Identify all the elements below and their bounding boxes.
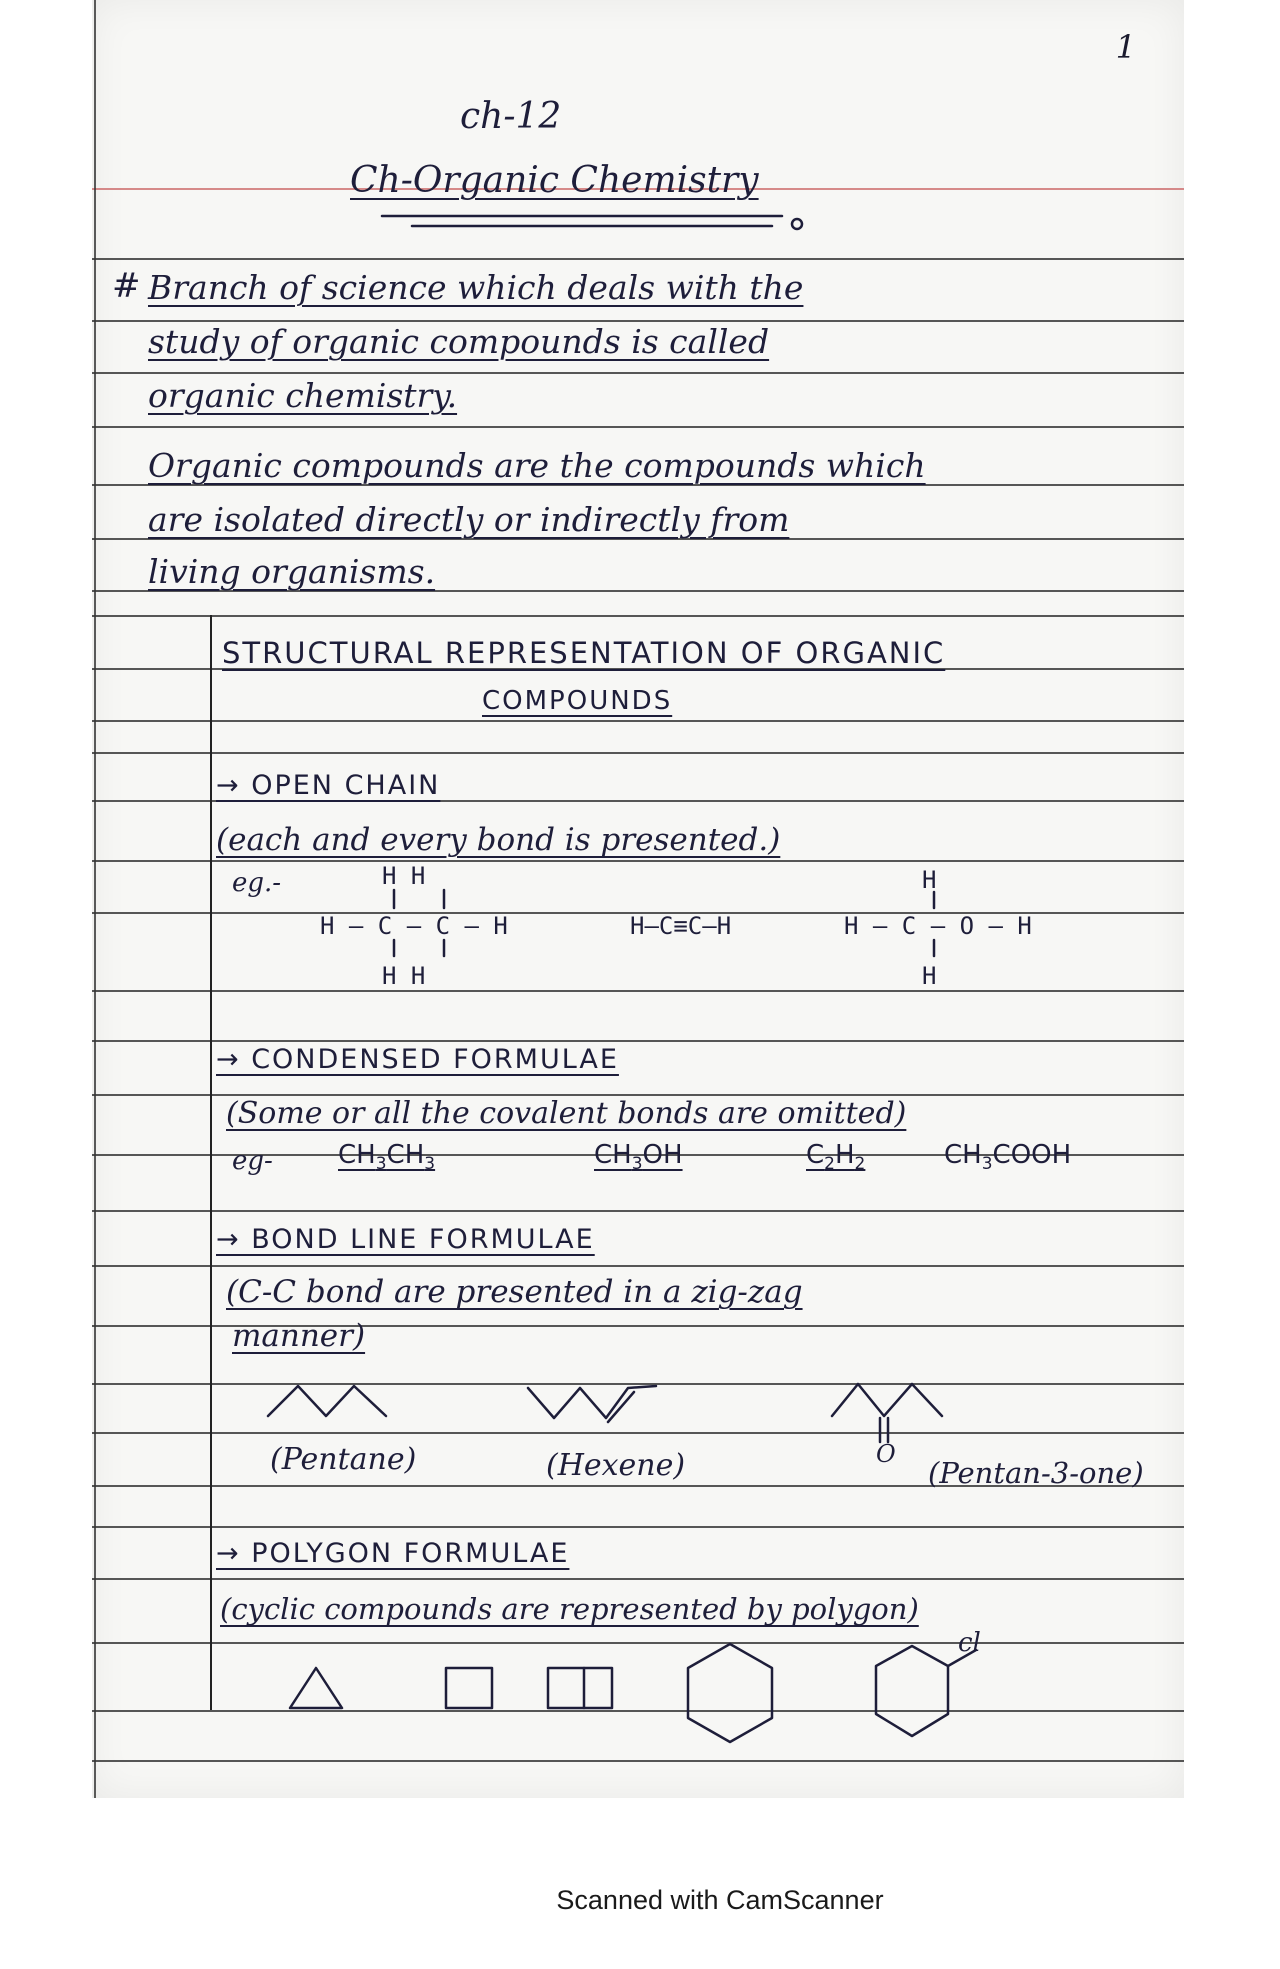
ethane-top-h: H H	[382, 862, 426, 890]
methanol-top-h: H	[922, 866, 937, 894]
section-heading-line-1: STRUCTURAL REPRESENTATION OF ORGANIC	[222, 636, 946, 670]
pentane-label: (Pentane)	[270, 1442, 417, 1477]
square-cyclobutane	[442, 1664, 502, 1712]
ethane-bottom-h: H H	[382, 962, 426, 990]
open-chain-heading: → OPEN CHAIN	[216, 770, 441, 801]
open-chain-eg: eg.-	[232, 868, 282, 898]
definition-marker: #	[112, 266, 141, 306]
pentanone-label: (Pentan-3-one)	[928, 1456, 1144, 1490]
definition-line-2: study of organic compounds is called	[148, 322, 770, 361]
polygon-note: (cyclic compounds are represented by polygon)	[220, 1592, 919, 1626]
margin-line	[94, 0, 96, 1798]
methanol-structure: H — C — O — H	[844, 912, 1032, 940]
section-heading-line-2: COMPOUNDS	[482, 686, 673, 716]
pentanone-oxygen: O	[876, 1440, 896, 1468]
rectangle-cyclopentane	[544, 1664, 624, 1712]
section-bracket	[210, 615, 212, 1710]
formula-acetic-acid: $CH_3COOH$	[944, 1140, 1072, 1175]
triangle-cyclopropane	[286, 1664, 346, 1712]
notebook-page	[92, 0, 1184, 1798]
formula-ethane: $CH_3CH_3$	[338, 1140, 436, 1175]
hexagon-cyclohexane	[682, 1640, 782, 1750]
bond-line-note-2: manner)	[232, 1318, 366, 1354]
polygon-heading: → POLYGON FORMULAE	[216, 1538, 570, 1569]
chloro-label: cl	[958, 1628, 981, 1658]
condensed-heading: → CONDENSED FORMULAE	[216, 1044, 619, 1075]
hexene-zigzag	[528, 1378, 668, 1428]
scanner-watermark: Scanned with CamScanner	[556, 1885, 884, 1915]
definition-line-3: organic chemistry.	[148, 376, 458, 415]
title-double-underline	[382, 210, 842, 240]
organic-compounds-line-2: are isolated directly or indirectly from	[148, 500, 790, 539]
pentanone-skeleton	[832, 1372, 972, 1452]
methanol-vertical-bonds	[928, 890, 948, 970]
bond-line-note-1: (C-C bond are presented in a zig-zag	[226, 1274, 803, 1310]
hexene-label: (Hexene)	[546, 1448, 686, 1483]
methanol-bottom-h: H	[922, 962, 937, 990]
ethane-structure: H — C — C — H	[320, 912, 508, 940]
organic-compounds-line-1: Organic compounds are the compounds which	[148, 446, 926, 485]
ethyne-structure: H—C≡C—H	[630, 912, 732, 940]
condensed-note: (Some or all the covalent bonds are omitted)	[226, 1096, 907, 1131]
formula-methanol: $CH_3OH$	[594, 1140, 683, 1175]
definition-line-1: Branch of science which deals with the	[148, 268, 804, 307]
pentane-zigzag	[268, 1378, 398, 1428]
formula-ethyne: $C_2H_2$	[806, 1140, 866, 1175]
page-number: 1	[1115, 28, 1136, 66]
ethane-vertical-bonds	[388, 890, 468, 970]
open-chain-note: (each and every bond is presented.)	[216, 822, 781, 858]
bond-line-heading: → BOND LINE FORMULAE	[216, 1224, 595, 1255]
page-title: Ch-Organic Chemistry	[350, 160, 759, 201]
chapter-number: ch-12	[460, 96, 562, 137]
organic-compounds-line-3: living organisms.	[148, 552, 436, 591]
condensed-eg: eg-	[232, 1146, 273, 1176]
